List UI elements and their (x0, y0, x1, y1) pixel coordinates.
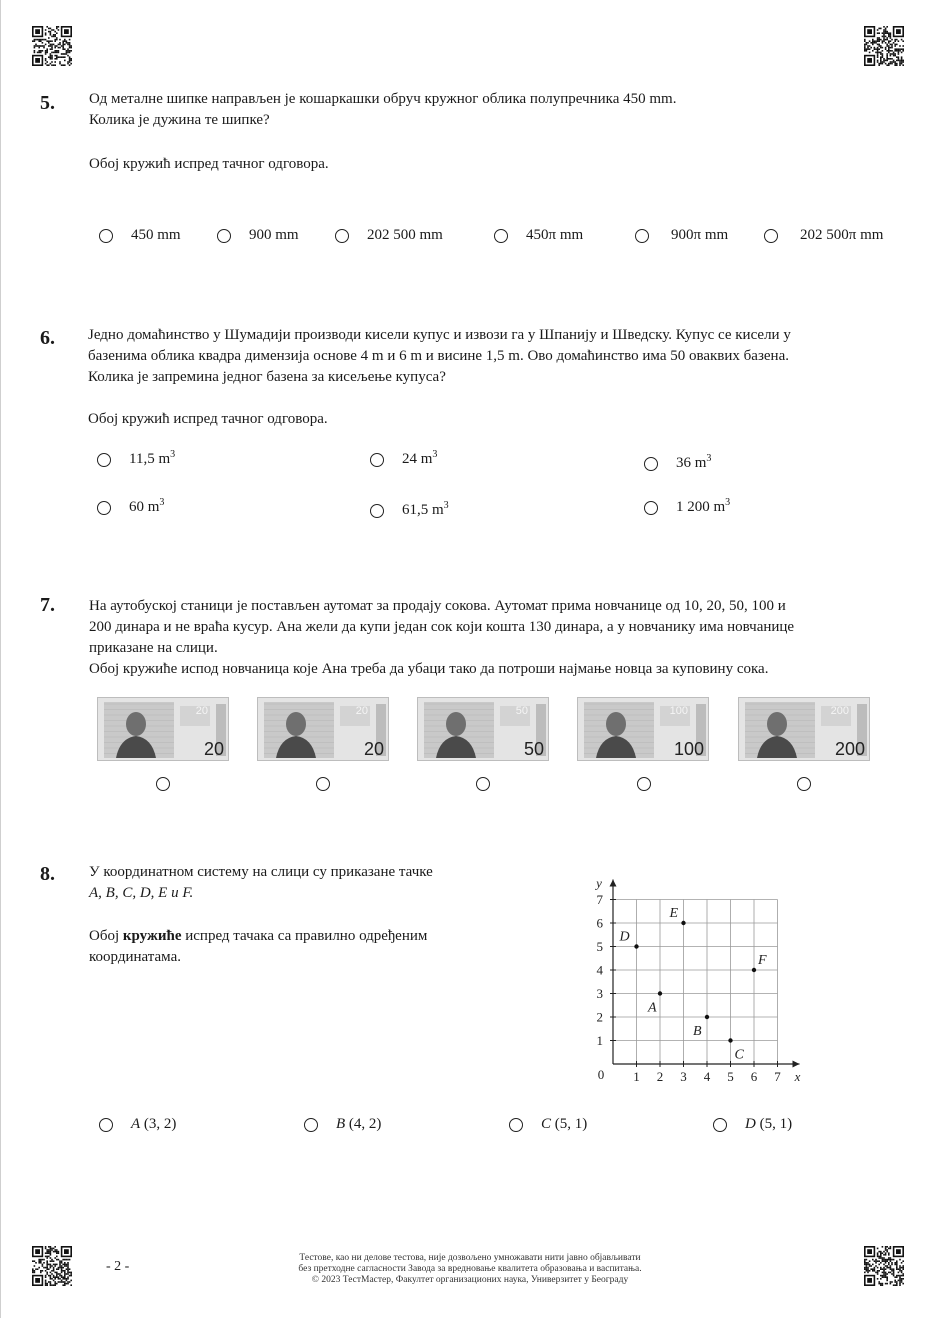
point-label: B (693, 1024, 702, 1039)
q5-option-2[interactable] (217, 227, 299, 244)
instruction-bold-word: кружиће (122, 928, 182, 944)
x-tick-label: 7 (774, 1069, 781, 1084)
q5-option-3[interactable] (335, 227, 443, 244)
banknote-200-dinars (738, 697, 870, 761)
point-letter: C (541, 1116, 552, 1132)
question-6-number: 6. (40, 327, 55, 349)
banknote-value-label: 20 (363, 739, 384, 759)
origin-label: 0 (597, 1067, 605, 1082)
x-axis-arrow-icon (793, 1061, 800, 1068)
banknote-value-label: 100 (673, 739, 704, 759)
q8-option-1[interactable] (99, 1116, 176, 1133)
q6-option-label (676, 499, 730, 516)
q6-option-2[interactable] (370, 451, 437, 468)
question-5-instruction: Обој кружић испред тачног одговора. (89, 156, 329, 172)
question-7-text (89, 596, 794, 680)
x-tick-label: 4 (703, 1069, 711, 1084)
point-label: F (758, 953, 767, 968)
banknote-image (98, 698, 229, 761)
banknote-corner-value: 20 (195, 705, 208, 717)
point-coordinates: (3, 2) (143, 1116, 177, 1132)
banknote-circle-5[interactable] (797, 777, 811, 791)
point-coordinates: (5, 1) (759, 1116, 793, 1132)
question-6-line: Колика је запремина једног базена за кисељење купуса? (88, 369, 446, 385)
q8-option-label (745, 1116, 792, 1133)
answer-circle[interactable] (644, 457, 658, 471)
y-tick-label: 4 (596, 962, 603, 978)
banknote-image (578, 698, 709, 761)
qr-pattern (32, 1246, 72, 1286)
y-tick-label: 3 (596, 986, 603, 1001)
q5-option-1[interactable] (99, 227, 181, 244)
banknote-50-dinars (417, 697, 549, 761)
q8-option-3[interactable] (509, 1116, 587, 1133)
q8-option-label (541, 1116, 587, 1133)
point-coordinates: (5, 1) (554, 1116, 588, 1132)
unit-label: m (147, 499, 160, 515)
qr-pattern (864, 1246, 904, 1286)
banknote-circle-2[interactable] (316, 777, 330, 791)
q6-option-label (676, 455, 711, 472)
question-6-text (88, 325, 791, 388)
y-tick-label: 6 (596, 915, 603, 931)
x-tick-label: 2 (656, 1069, 664, 1084)
qr-code-top-left (32, 26, 72, 66)
banknote-image (258, 698, 389, 761)
question-8-text (89, 862, 433, 904)
question-7-number: 7. (40, 594, 55, 616)
banknote-corner-value: 200 (830, 705, 849, 717)
point-letter: D (745, 1116, 756, 1132)
q6-option-value: 61,5 (402, 502, 429, 518)
q8-option-label (131, 1116, 176, 1133)
answer-circle[interactable] (764, 229, 778, 243)
y-tick-label: 2 (596, 1009, 603, 1025)
banknote-circle-3[interactable] (476, 777, 490, 791)
question-8-line: A, B, C, D, E и F. (89, 885, 194, 901)
point-f (752, 968, 756, 972)
banknote-circle-1[interactable] (156, 777, 170, 791)
exponent-label: 3 (725, 497, 731, 508)
x-tick-label: 1 (633, 1069, 640, 1084)
q6-option-label (402, 451, 437, 468)
q6-option-label (402, 502, 449, 519)
q6-option-label (129, 451, 175, 468)
q6-option-4[interactable] (97, 499, 164, 516)
answer-circle[interactable] (97, 453, 111, 467)
qr-code-bottom-right (864, 1246, 904, 1286)
exponent-label: 3 (443, 500, 449, 511)
q8-option-4[interactable] (713, 1116, 792, 1133)
answer-circle[interactable] (644, 501, 658, 515)
qr-code-top-right (864, 26, 904, 66)
x-tick-label: 6 (750, 1069, 758, 1084)
point-b (705, 1015, 709, 1019)
unit-label: m (158, 451, 171, 467)
answer-circle[interactable] (217, 229, 231, 243)
instruction-prefix: Обој (89, 928, 123, 944)
q6-option-value: 24 (402, 451, 417, 467)
answer-circle[interactable] (99, 229, 113, 243)
unit-label: m (420, 451, 433, 467)
question-7-line: 200 динара и не враћа кусур. Ана жели да купи један сок који кошта 130 динара, а у новчанику има новчанице (89, 619, 795, 635)
copyright-line: Тестове, као ни делове тестова, није дозвољено умножавати нити јавно објављивати (299, 1253, 641, 1263)
question-8-instruction (89, 926, 427, 968)
banknote-corner-value: 20 (355, 705, 368, 717)
q5-option-label: 450π mm (526, 227, 584, 243)
point-c (728, 1038, 732, 1042)
copyright-line: без претходне сагласности Завода за вредновање квалитета образовања и васпитања. (298, 1264, 642, 1274)
exponent-label: 3 (159, 497, 165, 508)
answer-circle[interactable] (713, 1118, 727, 1132)
question-7-line: приказане на слици. (89, 640, 218, 656)
banknote-20-dinars (97, 697, 229, 761)
exponent-label: 3 (706, 453, 712, 464)
exponent-label: 3 (170, 449, 176, 460)
answer-circle[interactable] (509, 1118, 523, 1132)
banknote-100-dinars (577, 697, 709, 761)
q5-option-label: 900π mm (671, 227, 729, 243)
point-letter: A (131, 1116, 141, 1132)
q5-option-label: 450 mm (131, 227, 181, 243)
question-6-instruction: Обој кружић испред тачног одговора. (88, 411, 328, 427)
banknote-value-label: 200 (834, 739, 865, 759)
point-d (634, 944, 638, 948)
unit-label: m (713, 499, 726, 515)
exponent-label: 3 (432, 449, 438, 460)
question-8-line: У координатном систему на слици су приказане тачке (89, 864, 433, 880)
y-tick-label: 7 (596, 892, 603, 907)
q8-option-2[interactable] (304, 1116, 381, 1133)
answer-circle[interactable] (635, 229, 649, 243)
coordinate-system-chart (585, 866, 815, 1096)
question-5-line: Колика је дужина те шипке? (89, 112, 270, 128)
y-tick-label: 1 (596, 1033, 603, 1048)
q6-option-value: 60 (129, 499, 144, 515)
banknote-20-dinars (257, 697, 389, 761)
q6-option-1[interactable] (97, 451, 175, 468)
banknote-corner-value: 50 (515, 705, 528, 717)
y-axis-arrow-icon (610, 880, 617, 887)
instruction-suffix: испред тачака са правилно одређеним (181, 928, 428, 944)
answer-circle[interactable] (97, 501, 111, 515)
banknote-value-label: 20 (203, 739, 224, 759)
question-6-line: Једно домаћинство у Шумадији производи кисели купус и извози га у Шпанију и Шведску. Купус се кисели у (88, 327, 791, 343)
q5-option-4[interactable] (494, 227, 583, 244)
question-7-line: Обој кружиће испод новчаница које Ана треба да убаци тако да потроши најмање новца за куповину сока. (89, 661, 769, 677)
answer-circle[interactable] (370, 453, 384, 467)
page-edge (0, 0, 1, 1318)
answer-circle[interactable] (494, 229, 508, 243)
q5-option-6[interactable] (764, 227, 883, 244)
point-coordinates: (4, 2) (348, 1116, 382, 1132)
point-label: A (648, 1000, 657, 1016)
q6-option-3[interactable] (644, 455, 711, 472)
question-5-number: 5. (40, 92, 55, 114)
copyright-line: © 2023 ТестМастер, Факултет организационих наука, Универзитет у Београду (311, 1275, 629, 1285)
q5-option-label: 202 500π mm (800, 227, 884, 243)
point-a (658, 991, 662, 995)
question-5-text (89, 89, 676, 131)
banknote-circle-4[interactable] (637, 777, 651, 791)
answer-circle[interactable] (335, 229, 349, 243)
point-label: D (619, 929, 630, 945)
page-number: - 2 - (106, 1259, 130, 1274)
q6-option-value: 11,5 (129, 451, 155, 467)
q6-option-value: 1 200 (676, 499, 710, 515)
q8-option-label (336, 1116, 381, 1133)
point-e (681, 921, 685, 925)
qr-code-bottom-left (32, 1246, 72, 1286)
question-8-number: 8. (40, 863, 55, 885)
unit-label: m (694, 455, 707, 471)
x-axis-label: x (794, 1069, 801, 1084)
instruction-line-2: координатама. (89, 949, 181, 965)
unit-label: m (432, 502, 444, 518)
copyright-note (230, 1253, 710, 1286)
y-axis-label: y (596, 875, 602, 891)
question-6-line: базенима облика квадра димензија основе 4 m и 6 m и висине 1,5 m. Ово домаћинство има 50 оваквих базена. (88, 348, 789, 364)
y-tick-label: 5 (596, 939, 603, 954)
qr-pattern (864, 26, 904, 66)
point-label: C (734, 1047, 744, 1063)
x-tick-label: 5 (727, 1069, 734, 1084)
answer-circle[interactable] (99, 1118, 113, 1132)
q6-option-6[interactable] (644, 499, 730, 516)
question-5-line: Од металне шипке направљен је кошаркашки обруч кружног облика полупречника 450 mm. (89, 91, 677, 107)
question-7-line: На аутобуској станици је постављен аутомат за продају сокова. Аутомат прима новчанице од 10, 20, 50, 100 и (89, 598, 786, 614)
answer-circle[interactable] (370, 504, 384, 518)
point-label: E (669, 906, 679, 921)
banknote-image (739, 698, 870, 761)
point-letter: B (336, 1116, 346, 1132)
banknote-value-label: 50 (523, 739, 544, 759)
q5-option-label: 900 mm (249, 227, 299, 243)
q5-option-5[interactable] (635, 227, 728, 244)
q6-option-5[interactable] (370, 502, 449, 519)
qr-pattern (32, 26, 72, 66)
q6-option-label (129, 499, 164, 516)
x-tick-label: 3 (680, 1069, 687, 1084)
answer-circle[interactable] (304, 1118, 318, 1132)
banknote-image (418, 698, 549, 761)
q5-option-label: 202 500 mm (367, 227, 443, 243)
banknote-corner-value: 100 (669, 705, 688, 717)
q6-option-value: 36 (676, 455, 691, 471)
